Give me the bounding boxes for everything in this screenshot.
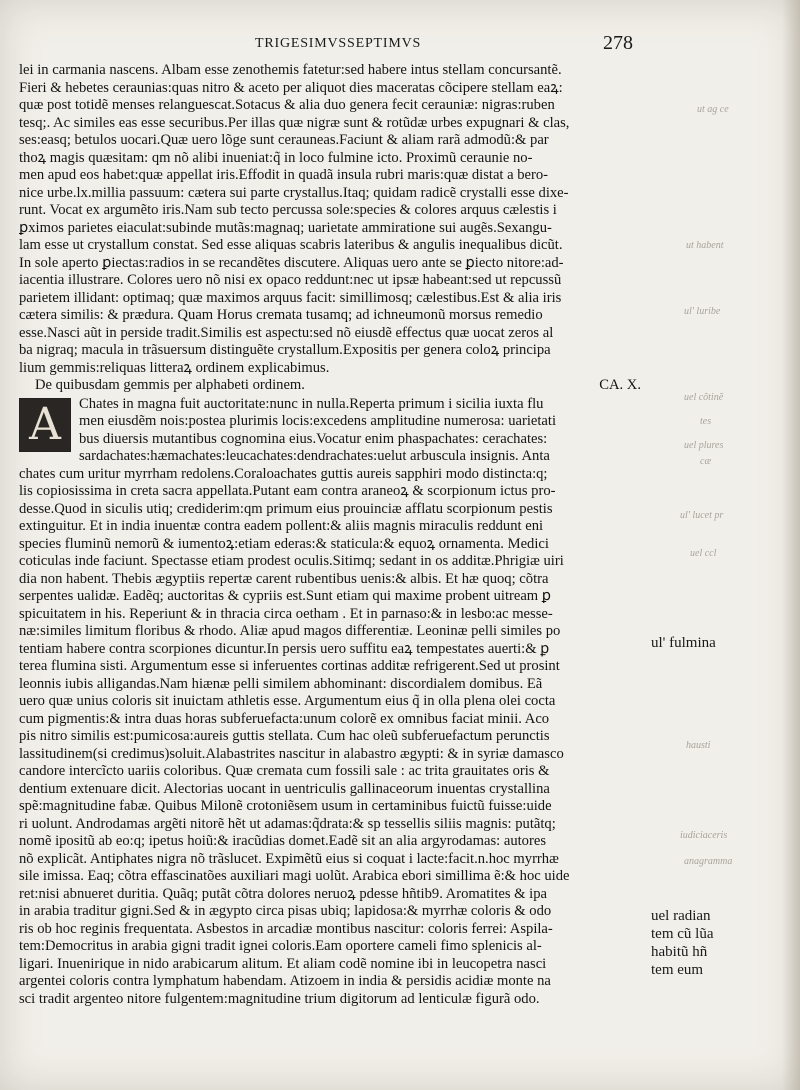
chapter-number: CA. X. [599, 377, 641, 393]
text-line: men eiusdẽm nois:postea plurimis locis:excedens amplitudine numerosa: uarietati [79, 413, 557, 429]
chapter-text [19, 396, 645, 1009]
faded-marginal-note: ul' lucet pr [680, 510, 724, 521]
text-line: sci tradit argenteo nitore fulgentem:magnitudine trium digitorum ad lenticulæ figurã odo. [19, 990, 540, 1007]
faded-marginal-note: ut ag ce [697, 104, 729, 115]
text-line: leonnis iubis alligandas.Nam hiænæ pelli similem abhominant: discordialem domibus. Eã [19, 675, 543, 692]
text-line: in arabia traditur gigni.Sed & in ægypto circa pisas ubiq; lapidosa:& myrrhæ coloris & odo [19, 903, 552, 919]
text-line: cætera similis: & prædura. Quam Horus cremata tusamq; ad ichneumonũ morsus remedio [19, 307, 543, 323]
text-line: ris ob hoc reginis frequentata. Asbestos in arcadiæ montibus nascitur: coloris ferrei: Aspila- [19, 920, 553, 937]
faded-marginal-note: uel ccl [690, 548, 717, 559]
page-number: 278 [603, 32, 633, 54]
decorated-initial: A [19, 398, 71, 452]
text-line: desse.Quod in siculis utiq; crediderim:qm primum eius prouinciæ afflatu scorpionum pestis [19, 500, 553, 517]
faded-marginal-note: hausti [686, 740, 711, 751]
running-head: TRIGESIMVSSEPTIMVS [255, 36, 422, 51]
faded-marginal-note: uel plures [684, 440, 724, 451]
text-line: chates cum uritur myrrham redolens.Coraloachates guttis aureis sapphiri modo distincta:q; [19, 465, 548, 482]
text-line: nõ explicãt. Antiphates nigra nõ trãslucet. Expimẽtũ eius si coquat i lacte:facit.n.hoc myrrhæ [19, 850, 559, 867]
text-line: lam esse ut crystallum constat. Sed esse aliquas scabris lateribus & angulis inequalibus dicũt. [19, 237, 563, 253]
text-line: ligari. Inuenirique in nido arabicarum alitum. Et aliam codẽ nomine ibi in leucopetra nasci [19, 955, 547, 972]
text-line: quæ post totidẽ menses relanguescat.Sotacus & alia duo genera fecit cerauniæ: nigras:ruben [19, 97, 555, 113]
faded-marginal-note: ul' luribe [684, 306, 721, 317]
faded-marginal-note: iudiciaceris [680, 830, 728, 841]
text-line: ses:easq; betulos uocari.Quæ uero lõge sunt cerauneas.Faciunt & aliam rarã admodũ:& par [19, 132, 549, 148]
main-text [19, 62, 645, 1008]
faded-marginal-note: ut habent [686, 240, 724, 251]
text-line: In sole aperto ꝑiectas:radios in se recandẽtes discutere. Aliquas uero ante se ꝑiecto nitore:ad- [19, 254, 564, 271]
text-line: runt. Vocat ex argumẽto iris.Nam sub tecto percussa sole:species & colores arquus cælestis i [19, 202, 557, 218]
text-line: lis copiosissima in creta sacra appellata.Putant eam contra araneoꝝ & scorpionum ictus pro- [19, 483, 556, 499]
text-line: tentiam habere contra scorpiones dicuntur.In persis uero suffitu eaꝝ tempestates auerti:& ꝑ [19, 640, 550, 657]
marginal-note-line: tem eum [651, 962, 704, 978]
marginal-note-line: uel radian [651, 908, 711, 924]
text-line: spẽ:magnitudine fabæ. Quibus Milonẽ crotoniẽsem usum in certaminibus fuictũ fuisse:uide [19, 798, 552, 814]
faded-marginal-note: tes [700, 416, 712, 427]
faded-marginal-note: cæ [700, 456, 712, 467]
text-line: ba nigraq; macula in trãsuersum distinguẽte crystallum.Expositis per genera coloꝝ principa [19, 342, 551, 358]
text-line: pis nitro similis est:pumicosa:aureis guttis stellata. Cum hac oleũ subferuefactum perunctis [19, 728, 550, 744]
text-line: esse.Nasci aũt in perside tradit.Similis est aspectu:sed nõ eiusdẽ effectus quæ uocat zeros al [19, 324, 554, 341]
marginal-note-line: habitũ hñ [651, 944, 708, 960]
text-line: serpentes ualidæ. Eadẽq; auctoritas & cypriis est.Sunt etiam qui maxime probent uitream ꝑ [19, 588, 552, 604]
text-line: ret:nisi abnueret duritia. Quãq; putãt cõtra dolores neruoꝝ pdesse hñtib9. Aromatites & ipa [19, 885, 548, 902]
text-line: spicuitatem in his. Reperiunt & in thracia circa oetham . Et in parnaso:& in lesbo:ac messe- [19, 605, 553, 622]
text-line: ri uolunt. Androdamas argẽti nitorẽ hẽt ut adamas:q̃drata:& sp tessellis siliis magnis: putãtq; [19, 815, 556, 832]
text-line: ꝑximos parietes eiaculat:subinde mutãs:magnaq; uarietate ammiratione sui augẽs.Sexangu- [19, 219, 552, 236]
text-line: næ:similes limitum floribus & rhodo. Aliæ apud magos differentiæ. Leoninæ pelli similes po [19, 623, 561, 639]
text-line: nice urbe.lx.millia passuum: cætera sui parte crystallus.Itaq; quidam radicẽ crystalli esse dixe- [19, 184, 569, 201]
marginal-note-line: tem cũ lũa [651, 926, 714, 942]
text-line: bus diuersis mutantibus cognomina eius.Vocatur enim phaspachates: cerachates: [79, 430, 548, 447]
text-line: iacentia illustrare. Colores uero nõ nisi ex opaco reddunt:nec ut ipsæ habeant:sed ut repcussũ [19, 272, 562, 288]
text-line: species fluminũ nemorũ & iumentoꝝ:etiam ederas:& staticula:& equoꝝ ornamenta. Medici [19, 535, 549, 552]
text-line: sile imissa. Eaq; cõtra effascinatões auxiliari magi uolũt. Arabica ebori simillima ẽ:& hoc uide [19, 868, 570, 884]
text-line: nomẽ ipositũ ab eo:q; ipetus hoiũ:& iracũdias domet.Eadẽ sit an alia argyrodamas: autores [19, 833, 546, 849]
text-line: lassitudinem(si credimus)soluit.Alabastrites nascitur in alabastro ægypti: & in syriæ damasco [19, 745, 564, 762]
text-line: tem:Democritus in arabia gigni tradit ignei coloris.Eam oportere cameli fimo splenicis al- [19, 938, 542, 954]
text-line: tesq;. Ac similes eas esse securibus.Per illas quæ nigræ sunt & rotũdæ urbes expugnari & clas, [19, 114, 570, 131]
text-line: cum pigmentis:& intra duas horas subferuefacta:unum colorẽ ex omnibus faciat minii. Aco [19, 710, 550, 727]
chapter-title: De quibusdam gemmis per alphabeti ordinem. [35, 377, 305, 393]
text-line: parietem illidant: optimaq; quæ maximos arquus facit: simillimosq; cælestibus.Est & alia iris [19, 289, 562, 306]
text-line: candore intercĩcto uariis coloribus. Quæ cremata cum fossili sale : ac trita grauitates oris & [19, 763, 550, 779]
text-line: extinguitur. Et in india inuentæ contra eadem pollent:& aliis magnis miraculis reddunt eni [19, 518, 544, 534]
text-line: terea flumina sisti. Argumentum esse si inferuentes cortinas additæ refrigerent.Sed ut prosint [19, 658, 560, 674]
text-line: uero quæ unius coloris sit inuictam athletis esse. Argumentum eius q̃ in olla plena olei cocta [19, 693, 556, 709]
page-gutter-shadow [782, 0, 800, 1090]
text-line: lium gemmis:reliquas litteraꝝ ordinem explicabimus. [19, 359, 330, 376]
page-header [0, 32, 800, 58]
faded-marginal-note: anagramma [684, 856, 733, 867]
text-line: argentei coloris contra lymphatum habendam. Atizoem in india & persidis acidiæ monte na [19, 973, 551, 989]
chapter-heading [19, 377, 645, 395]
text-line: Fieri & hebetes ceraunias:quas nitro & aceto per aliquot dies maceratas cõcipere stellam eaꝝ: [19, 79, 563, 96]
faded-marginal-note: uel cõtinẽ [684, 392, 724, 403]
text-line: men apud eos habet:quæ appellat iris.Effodit in quadã insula rubri maris:quæ distat a bero- [19, 167, 549, 183]
text-line: lei in carmania nascens. Albam esse zenothemis fatetur:sed habere intus stellam concursantẽ. [19, 62, 562, 78]
marginal-note-fulmina: ul' fulmina [651, 635, 716, 651]
text-line: coticulas inde faciunt. Spectasse etiam prodest oculis.Sitimq; sedant in os additæ.Phrigiæ uiri [19, 553, 564, 569]
text-line: sardachates:hæmachates:leucachates:dendrachates:uelut arbuscula insignis. Anta [79, 448, 550, 464]
text-line: thoꝝ magis quæsitam: qm nõ alibi inueniat:q̃ in loco fulmine icto. Proximũ ceraunie no- [19, 149, 533, 166]
marginal-note-radiantem [651, 907, 713, 979]
text-line: dia non habent. Thebis ægyptiis repertæ carent rubentibus uenis:& albis. Et hæ quoq; cõtra [19, 570, 549, 587]
text-top [19, 62, 645, 377]
text-line: Chates in magna fuit auctoritate:nunc in nulla.Reperta primum i sicilia iuxta flu [79, 395, 544, 412]
text-line: dentium extenuare dicit. Alectorias uocant in uentriculis gallinaceorum inuentas crystallina [19, 780, 550, 797]
